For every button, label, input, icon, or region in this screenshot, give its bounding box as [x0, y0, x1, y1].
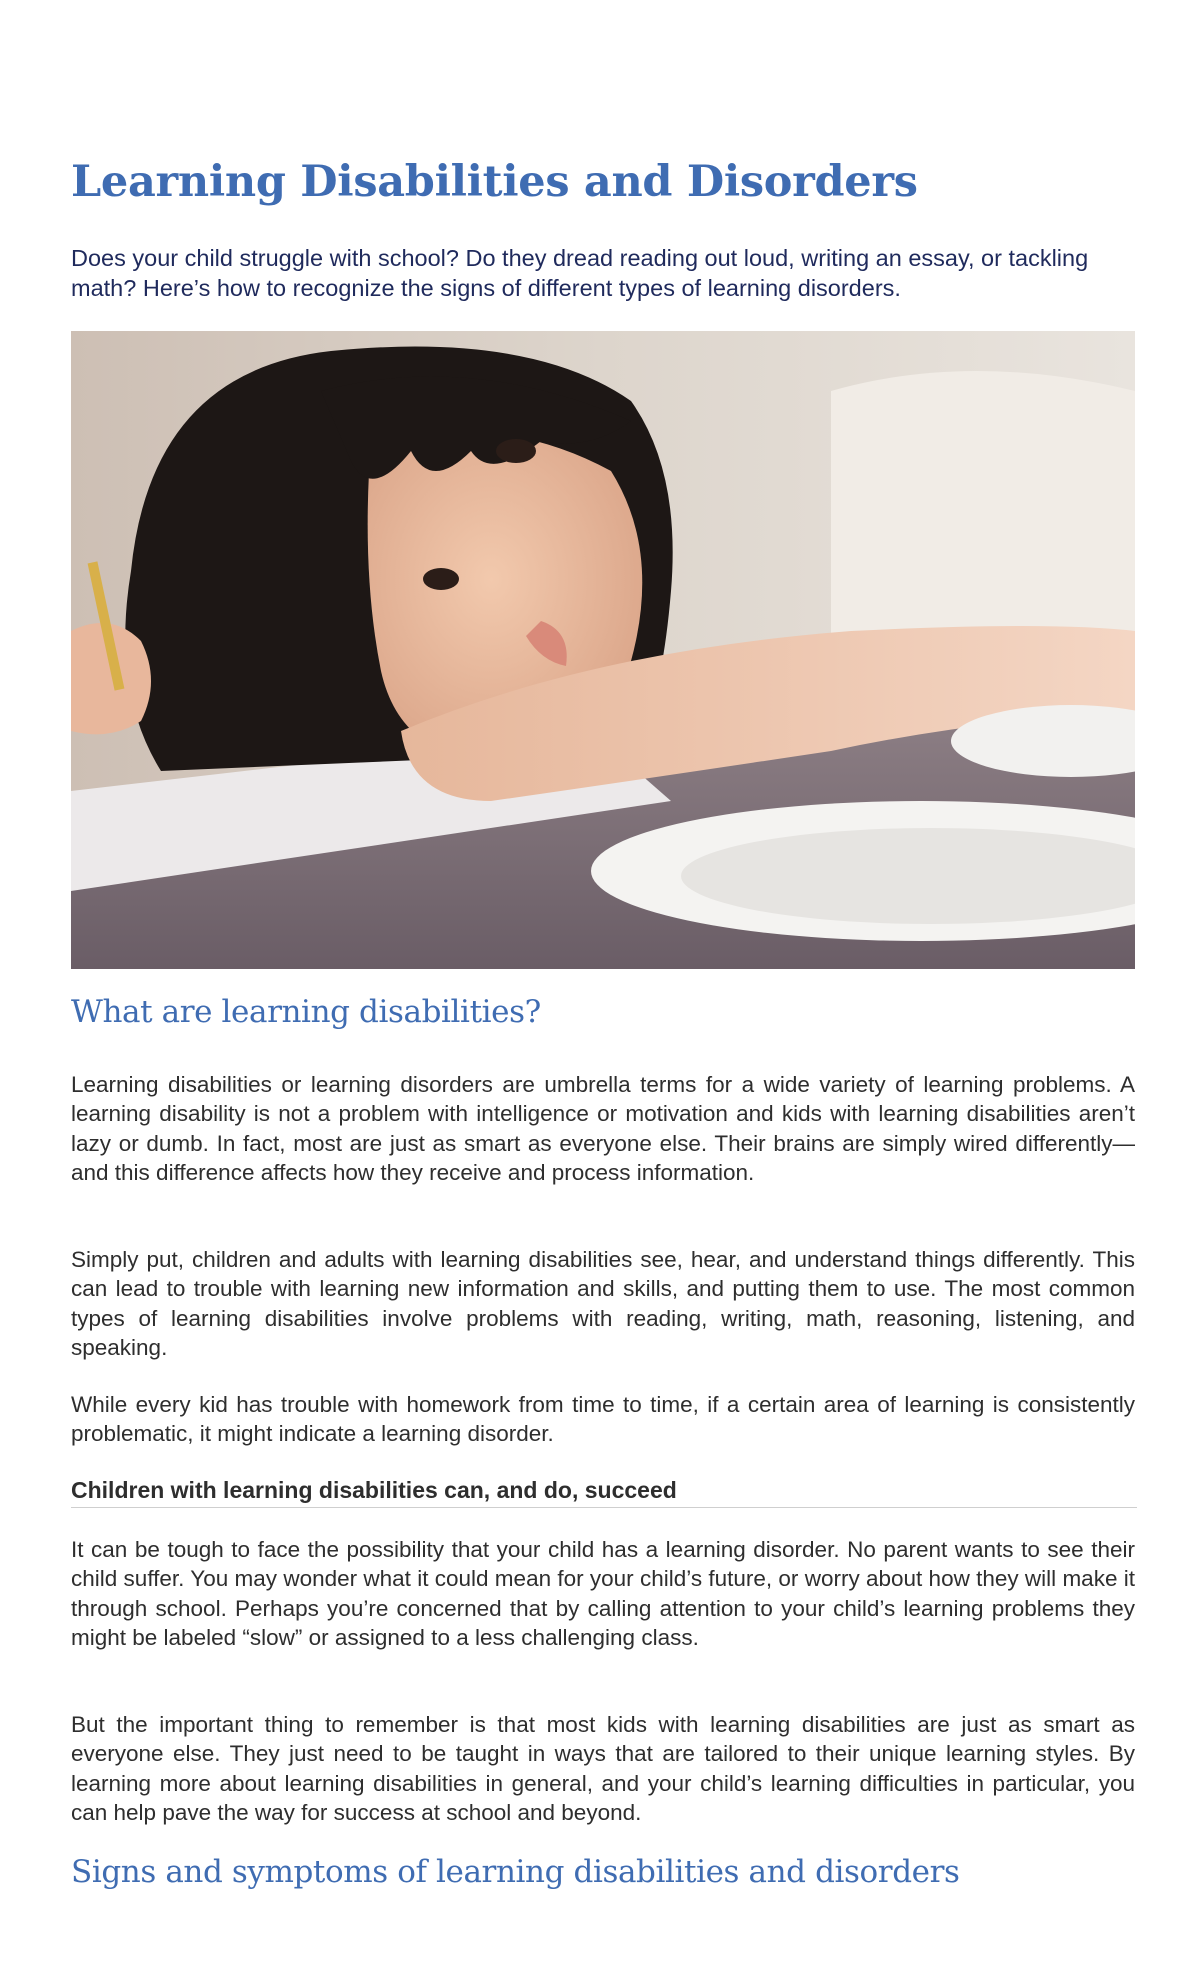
hero-image: [71, 331, 1135, 969]
paragraph: Learning disabilities or learning disorders are umbrella terms for a wide variety of learning problems. A learning disability is not a problem with intelligence or motivation and kids with learning disabilities aren’t lazy or dumb. In fact, most are just as smart as everyone else. Their brains are simply wired differently—and this difference affects how they receive and process information.: [71, 1072, 1135, 1185]
photo-child-resting-head-on-arm-icon: [71, 331, 1135, 969]
section-heading: Signs and symptoms of learning disabilities and disorders: [71, 1854, 960, 1890]
subsection-heading: Children with learning disabilities can, and do, succeed: [71, 1475, 1137, 1508]
section-heading: What are learning disabilities?: [71, 994, 541, 1030]
paragraph: It can be tough to face the possibility that your child has a learning disorder. No parent wants to see their child suffer. You may wonder what it could mean for your child’s future, or worry about how they will make it through school. Perhaps you’re concerned that by calling attention to your child’s learning problems they might be labeled “slow” or assigned to a less challenging class.: [71, 1537, 1135, 1650]
article-intro: Does your child struggle with school? Do they dread reading out loud, writing an essay, or tackling math? Here’s how to recognize the signs of different types of learning disorders.: [71, 245, 1089, 301]
paragraph: Simply put, children and adults with learning disabilities see, hear, and understand things differently. This can lead to trouble with learning new information and skills, and putting them to use. The most common types of learning disabilities involve problems with reading, writing, math, reasoning, listening, and speaking.: [71, 1247, 1135, 1360]
paragraph: While every kid has trouble with homework from time to time, if a certain area of learning is consistently problematic, it might indicate a learning disorder.: [71, 1392, 1135, 1447]
paragraph: But the important thing to remember is that most kids with learning disabilities are just as smart as everyone else. They just need to be taught in ways that are tailored to their unique learning styles. By learning more about learning disabilities in general, and your child’s learning difficulties in particular, you can help pave the way for success at school and beyond.: [71, 1712, 1135, 1825]
page-title: Learning Disabilities and Disorders: [71, 157, 918, 207]
